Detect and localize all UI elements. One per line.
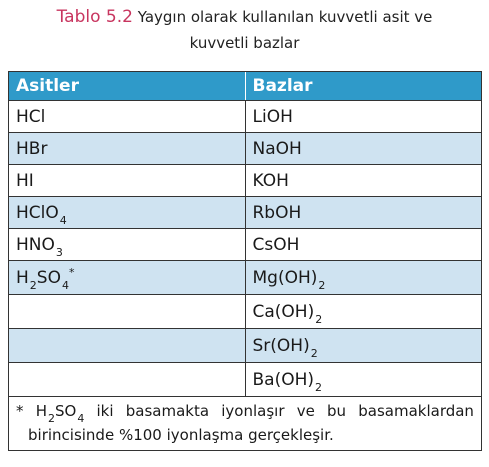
base-cell [245, 329, 481, 363]
table-row [9, 197, 481, 229]
base-cell [245, 165, 481, 197]
acid-formula-superscript: * [68, 265, 75, 279]
footnote-formula-subscript: 2 [47, 412, 55, 425]
acid-formula-subscript: 4 [61, 278, 69, 292]
acid-formula-text: HCl [16, 106, 46, 127]
acid-cell [9, 133, 245, 165]
base-formula-text: Sr(OH) [252, 335, 310, 356]
acid-formula-subscript: 4 [59, 213, 67, 227]
footnote-word: bu [327, 402, 347, 420]
footnote-formula [36, 400, 85, 424]
base-formula-subscript: 2 [315, 380, 323, 394]
caption-title-line2: kuvvetli bazlar [189, 34, 300, 52]
base-cell [245, 295, 481, 329]
table-row [9, 229, 481, 261]
base-cell [245, 101, 481, 133]
acid-formula-text: HNO [16, 234, 55, 255]
table-row [9, 133, 481, 165]
acid-cell [9, 165, 245, 197]
footnote-word: iki [96, 402, 114, 420]
base-cell [245, 197, 481, 229]
base-formula-text: Ca(OH) [252, 301, 315, 322]
table-row [9, 101, 481, 133]
footnote-line1 [16, 400, 474, 424]
header-bases: Bazlar [245, 72, 481, 101]
table-row [9, 295, 481, 329]
acid-cell [9, 329, 245, 363]
header-acids: Asitler [9, 72, 245, 101]
base-formula-subscript: 2 [310, 346, 318, 360]
base-formula-text: LiOH [252, 106, 293, 127]
table-header-row [9, 72, 481, 101]
acid-formula-text: HBr [16, 138, 48, 159]
caption-label: Tablo 5.2 [56, 7, 133, 27]
acids-bases-table [9, 72, 481, 397]
footnote-line2: birincisinde %100 iyonlaşma gerçekleşir. [28, 426, 334, 444]
base-formula-text: RbOH [252, 202, 302, 223]
table-row [9, 261, 481, 295]
acid-cell [9, 101, 245, 133]
acid-cell [9, 197, 245, 229]
footnote-formula-text: H [35, 402, 47, 420]
acid-cell [9, 295, 245, 329]
acid-formula-text: HClO [16, 202, 59, 223]
table-caption [0, 4, 489, 56]
table-row [9, 363, 481, 397]
base-formula-text: CsOH [252, 234, 300, 255]
footnote [9, 397, 481, 450]
acid-formula-text: SO [36, 267, 61, 288]
footnote-formula-text: SO [54, 402, 77, 420]
footnote-word: ve [296, 402, 315, 420]
caption-title-line1: Yaygın olarak kullanılan kuvvetli asit ve [137, 8, 433, 26]
table-row [9, 329, 481, 363]
table-frame [8, 71, 482, 451]
acid-formula-text: H [16, 267, 29, 288]
base-cell [245, 229, 481, 261]
base-formula-text: Ba(OH) [252, 369, 315, 390]
base-cell [245, 133, 481, 165]
footnote-word: iyonlaşır [221, 402, 285, 420]
base-formula-text: Mg(OH) [252, 267, 318, 288]
base-formula-text: NaOH [252, 138, 302, 159]
acid-cell [9, 363, 245, 397]
acid-formula-subscript: 2 [29, 278, 37, 292]
base-formula-subscript: 2 [315, 312, 323, 326]
footnote-marker: * [16, 402, 24, 420]
acid-cell [9, 229, 245, 261]
acid-cell [9, 261, 245, 295]
table-body [9, 101, 481, 397]
base-formula-subscript: 2 [318, 278, 326, 292]
footnote-formula-subscript: 4 [77, 412, 85, 425]
base-cell [245, 261, 481, 295]
acid-formula-text: HI [16, 170, 34, 191]
footnote-word: basamaklardan [358, 402, 474, 420]
table-row [9, 165, 481, 197]
base-cell [245, 363, 481, 397]
acid-formula-subscript: 3 [55, 245, 63, 259]
footnote-word: basamakta [125, 402, 210, 420]
base-formula-text: KOH [252, 170, 289, 191]
